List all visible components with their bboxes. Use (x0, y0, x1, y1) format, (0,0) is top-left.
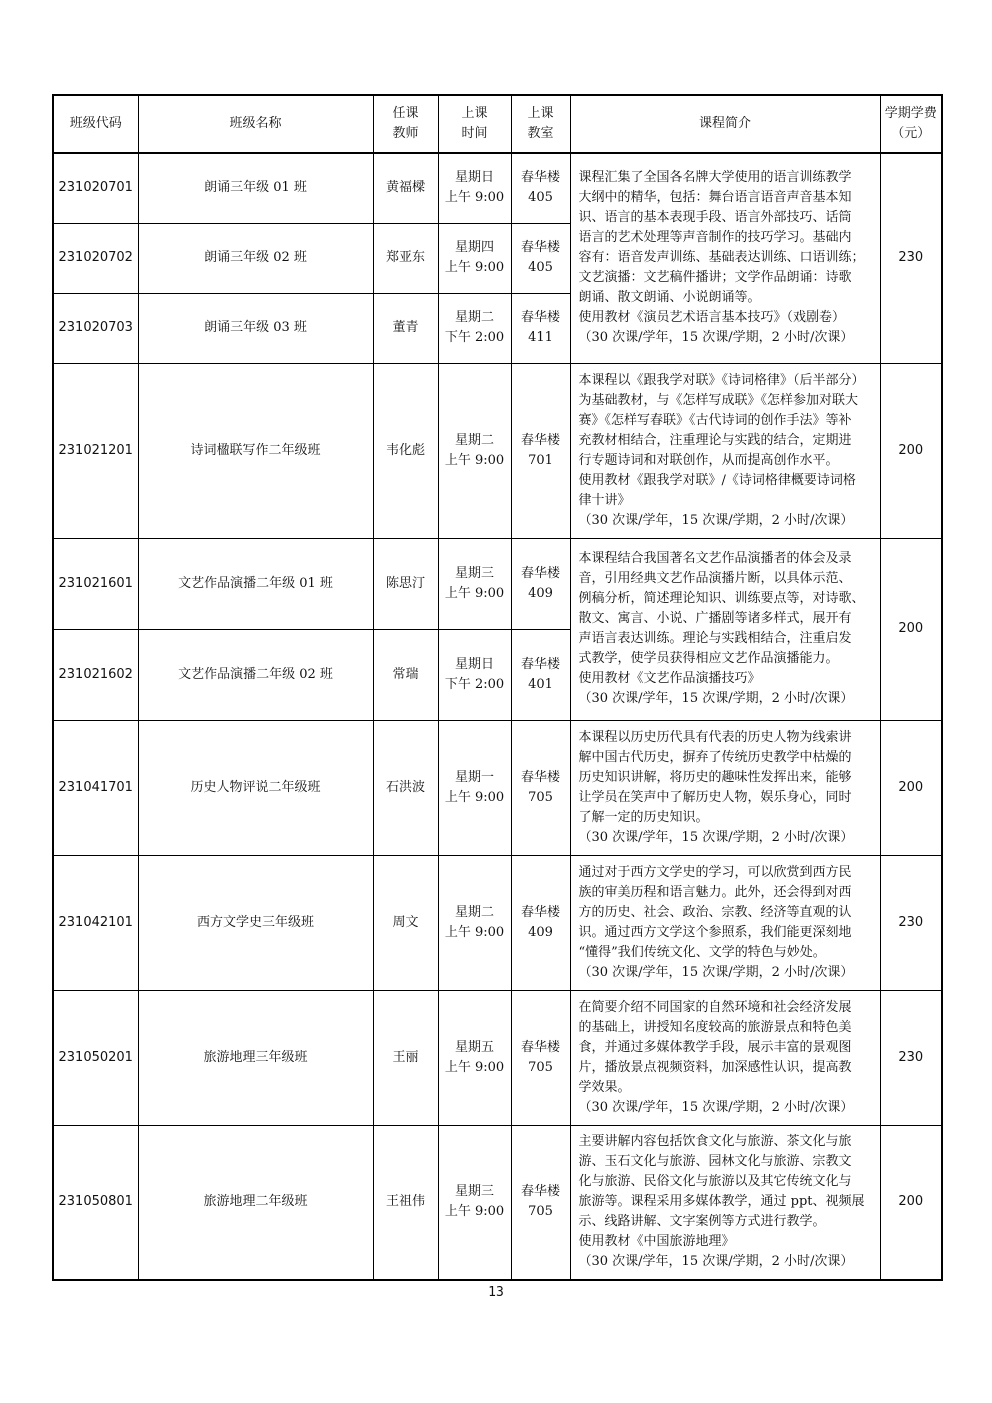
tuition-fee: 200 (880, 720, 942, 855)
tuition-fee: 200 (880, 538, 942, 720)
classroom: 春华楼 411 (511, 293, 570, 363)
tuition-fee: 230 (880, 855, 942, 990)
class-time: 星期二 上午 9:00 (438, 855, 511, 990)
teacher: 王丽 (373, 990, 438, 1125)
class-time: 星期日 下午 2:00 (438, 629, 511, 720)
classroom: 春华楼 705 (511, 990, 570, 1125)
class-code: 231021201 (53, 363, 138, 538)
teacher: 常瑞 (373, 629, 438, 720)
teacher: 陈思汀 (373, 538, 438, 629)
header-name: 班级名称 (138, 95, 373, 153)
classroom: 春华楼 701 (511, 363, 570, 538)
header-room: 上课 教室 (511, 95, 570, 153)
classroom: 春华楼 401 (511, 629, 570, 720)
class-code: 231020703 (53, 293, 138, 363)
table-row (53, 363, 942, 538)
teacher: 石洪波 (373, 720, 438, 855)
class-name: 旅游地理二年级班 (138, 1125, 373, 1280)
table-row (53, 538, 942, 629)
course-description: 主要讲解内容包括饮食文化与旅游、茶文化与旅 游、玉石文化与旅游、园林文化与旅游、宗教文 化与旅游、民俗文化与旅游以及其它传统文化与 旅游等。课程采用多媒体教学，通过 ppt、视频展 示、线路讲解、文字案例等方式进行教学。 使用教材《中国旅游地理》 （30 次课/学年，15 次课/学期，2 小时/次课） (570, 1125, 880, 1280)
class-time: 星期二 下午 2:00 (438, 293, 511, 363)
tuition-fee: 200 (880, 363, 942, 538)
header-desc: 课程简介 (570, 95, 880, 153)
class-code: 231042101 (53, 855, 138, 990)
classroom: 春华楼 405 (511, 223, 570, 293)
class-name: 朗诵三年级 01 班 (138, 153, 373, 223)
teacher: 王祖伟 (373, 1125, 438, 1280)
class-name: 西方文学史三年级班 (138, 855, 373, 990)
course-description: 本课程以《跟我学对联》《诗词格律》（后半部分） 为基础教材，与《怎样写成联》《怎样参加对联大 赛》《怎样写春联》《古代诗词的创作手法》等补 充教材相结合，注重理论与实践的结合，定期进 行专题诗词和对联创作，从而提高创作水平。 使用教材《跟我学对联》/《诗词格律概要诗词格 律十讲》 （30 次课/学年，15 次课/学期，2 小时/次课） (570, 363, 880, 538)
tuition-fee: 230 (880, 153, 942, 363)
course-description: 通过对于西方文学史的学习，可以欣赏到西方民 族的审美历程和语言魅力。此外，还会得到对西 方的历史、社会、政治、宗教、经济等直观的认 识。通过西方文学这个参照系，我们能更深刻地 “懂得”我们传统文化、文学的特色与妙处。 （30 次课/学年，15 次课/学期，2 小时/次课） (570, 855, 880, 990)
header-time: 上课 时间 (438, 95, 511, 153)
class-time: 星期四 上午 9:00 (438, 223, 511, 293)
course-description: 本课程结合我国著名文艺作品演播者的体会及录 音，引用经典文艺作品演播片断，以具体示范、 例稿分析，简述理论知识、训练要点等，对诗歌、 散文、寓言、小说、广播剧等诸多样式，展开有 声语言表达训练。理论与实践相结合，注重启发 式教学，使学员获得相应文艺作品演播能力。 使用教材《文艺作品演播技巧》 （30 次课/学年，15 次课/学期，2 小时/次课） (570, 538, 880, 720)
table-row (53, 855, 942, 990)
class-time: 星期五 上午 9:00 (438, 990, 511, 1125)
course-description: 课程汇集了全国各名牌大学使用的语言训练教学 大纲中的精华，包括：舞台语言语音声音基本知 识、语言的基本表现手段、语言外部技巧、话筒 语言的艺术处理等声音制作的技巧学习。基础内 容有：语音发声训练、基础表达训练、口语训练； 文艺演播：文艺稿件播讲；文学作品朗诵：诗歌 朗诵、散文朗诵、小说朗诵等。 使用教材《演员艺术语言基本技巧》（戏剧卷） （30 次课/学年，15 次课/学期，2 小时/次课） (570, 153, 880, 363)
classroom: 春华楼 405 (511, 153, 570, 223)
header-code: 班级代码 (53, 95, 138, 153)
class-code: 231021602 (53, 629, 138, 720)
tuition-fee: 200 (880, 1125, 942, 1280)
course-description: 本课程以历史历代具有代表的历史人物为线索讲 解中国古代历史，摒弃了传统历史教学中枯燥的 历史知识讲解，将历史的趣味性发挥出来，能够 让学员在笑声中了解历史人物，娱乐身心，同时 了解一定的历史知识。 （30 次课/学年，15 次课/学期，2 小时/次课） (570, 720, 880, 855)
classroom: 春华楼 409 (511, 855, 570, 990)
teacher: 黄福樑 (373, 153, 438, 223)
table-row (53, 720, 942, 855)
class-code: 231020701 (53, 153, 138, 223)
teacher: 韦化彪 (373, 363, 438, 538)
header-teacher: 任课 教师 (373, 95, 438, 153)
header-fee: 学期学费 （元） (880, 95, 942, 153)
course-description: 在简要介绍不同国家的自然环境和社会经济发展 的基础上，讲授知名度较高的旅游景点和特色美 食，并通过多媒体教学手段，展示丰富的景观图 片，播放景点视频资料，加深感性认识，提高教 学效果。 （30 次课/学年，15 次课/学期，2 小时/次课） (570, 990, 880, 1125)
teacher: 周文 (373, 855, 438, 990)
teacher: 董青 (373, 293, 438, 363)
class-code: 231020702 (53, 223, 138, 293)
class-name: 文艺作品演播二年级 01 班 (138, 538, 373, 629)
classroom: 春华楼 409 (511, 538, 570, 629)
page-number: 13 (488, 1285, 504, 1300)
classroom: 春华楼 705 (511, 1125, 570, 1280)
class-time: 星期一 上午 9:00 (438, 720, 511, 855)
class-time: 星期日 上午 9:00 (438, 153, 511, 223)
class-name: 历史人物评说二年级班 (138, 720, 373, 855)
class-name: 朗诵三年级 03 班 (138, 293, 373, 363)
tuition-fee: 230 (880, 990, 942, 1125)
class-code: 231050201 (53, 990, 138, 1125)
teacher: 郑亚东 (373, 223, 438, 293)
classroom: 春华楼 705 (511, 720, 570, 855)
table-row (53, 990, 942, 1125)
class-code: 231021601 (53, 538, 138, 629)
class-name: 朗诵三年级 02 班 (138, 223, 373, 293)
class-name: 文艺作品演播二年级 02 班 (138, 629, 373, 720)
class-time: 星期二 上午 9:00 (438, 363, 511, 538)
course-table (52, 94, 943, 1281)
header-row (53, 95, 942, 153)
class-code: 231050801 (53, 1125, 138, 1280)
class-time: 星期三 上午 9:00 (438, 538, 511, 629)
class-name: 诗词楹联写作二年级班 (138, 363, 373, 538)
class-code: 231041701 (53, 720, 138, 855)
table-row (53, 153, 942, 223)
class-time: 星期三 上午 9:00 (438, 1125, 511, 1280)
table-row (53, 1125, 942, 1280)
class-name: 旅游地理三年级班 (138, 990, 373, 1125)
